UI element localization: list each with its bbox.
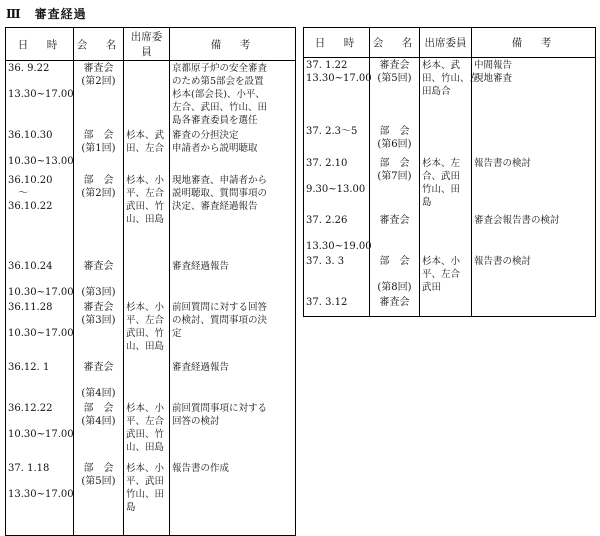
cell-line: 10.30~13.00 bbox=[8, 156, 74, 167]
cell-line: 現地審査 bbox=[474, 73, 513, 84]
header-meeting: 会 名 bbox=[74, 28, 124, 61]
table-row bbox=[6, 300, 296, 360]
header-date: 日 時 bbox=[6, 28, 74, 61]
date-cell bbox=[304, 156, 370, 213]
cell-line: (第2回) bbox=[81, 188, 116, 199]
date-cell bbox=[304, 58, 370, 124]
table-row bbox=[6, 360, 296, 401]
cell-line bbox=[8, 475, 71, 488]
cell-line: 報告書の検討 bbox=[474, 157, 532, 169]
attendees-cell bbox=[420, 124, 472, 156]
cell-line: 武田、竹 bbox=[126, 429, 165, 440]
cell-line: 回答の検討 bbox=[172, 416, 220, 427]
date-cell bbox=[6, 128, 74, 173]
cell-line bbox=[76, 374, 121, 387]
cell-line: 審査会 bbox=[83, 362, 114, 373]
date-cell bbox=[6, 300, 74, 360]
attendees-cell bbox=[124, 360, 170, 401]
meeting-cell bbox=[74, 259, 124, 300]
cell-line: 説明聴取、質問事項の bbox=[172, 188, 268, 199]
table-row bbox=[304, 124, 596, 156]
table-header-row bbox=[6, 28, 296, 61]
cell-line: 審査会 bbox=[379, 296, 410, 308]
cell-line: 島各審査委員を選任 bbox=[172, 115, 258, 126]
cell-line: 武田、竹 bbox=[126, 328, 165, 339]
meeting-cell bbox=[74, 61, 124, 129]
cell-line: 前回質問に対する回答 bbox=[172, 302, 268, 313]
table-row bbox=[304, 295, 596, 317]
cell-line: 37. 1.18 bbox=[8, 463, 50, 474]
date-cell bbox=[304, 213, 370, 254]
cell-line: 部 会 bbox=[379, 125, 410, 137]
remarks-cell bbox=[170, 300, 296, 360]
attendees-cell bbox=[420, 295, 472, 317]
remarks-cell bbox=[170, 461, 296, 535]
cell-line: 平、左合 bbox=[422, 268, 461, 280]
cell-line: 審査経過報告 bbox=[172, 261, 230, 272]
date-cell bbox=[304, 124, 370, 156]
meeting-cell bbox=[370, 295, 420, 317]
cell-line: 37. 3.12 bbox=[306, 296, 348, 308]
date-cell bbox=[6, 61, 74, 129]
cell-line: 決定、審査経過報告 bbox=[172, 201, 258, 212]
table-row bbox=[304, 254, 596, 295]
cell-line: 36.12.22 bbox=[8, 403, 53, 414]
meeting-cell bbox=[74, 401, 124, 461]
cell-line: 審査経過報告 bbox=[172, 362, 230, 373]
cell-line bbox=[8, 273, 71, 286]
attendees-cell bbox=[420, 254, 472, 295]
cell-line bbox=[306, 170, 367, 183]
table-row bbox=[6, 461, 296, 535]
meeting-cell bbox=[74, 173, 124, 259]
cell-line bbox=[306, 227, 367, 240]
cell-line: 部 会 bbox=[379, 255, 410, 267]
cell-line: 左合、武田、竹山、田 bbox=[172, 102, 268, 113]
cell-line: 合、武田 bbox=[422, 170, 461, 182]
cell-line: 杉本、小 bbox=[126, 463, 165, 474]
cell-line: 京都原子炉の安全審査 bbox=[172, 63, 268, 74]
cell-line: 審査会 bbox=[83, 302, 114, 313]
cell-line: 平、左合 bbox=[126, 315, 165, 326]
cell-line: 審査の分担決定 bbox=[172, 130, 239, 141]
cell-line bbox=[8, 374, 71, 387]
cell-line bbox=[8, 314, 71, 327]
cell-line bbox=[372, 268, 417, 281]
cell-line: 部 会 bbox=[83, 130, 114, 141]
section-heading: Ⅲ 審査経過 bbox=[6, 7, 87, 21]
attendees-cell bbox=[420, 58, 480, 124]
date-cell bbox=[6, 173, 74, 259]
remarks-cell bbox=[472, 58, 596, 124]
meeting-cell bbox=[74, 461, 124, 535]
remarks-cell bbox=[472, 124, 596, 156]
cell-line: 平、左合 bbox=[126, 416, 165, 427]
cell-line: 36. 9.22 bbox=[8, 63, 50, 74]
table-row bbox=[6, 259, 296, 300]
remarks-cell bbox=[170, 401, 296, 461]
cell-line: 報告書の作成 bbox=[172, 463, 230, 474]
remarks-cell bbox=[472, 295, 596, 317]
table-row bbox=[304, 213, 596, 254]
cell-line: 審査会 bbox=[379, 60, 410, 71]
cell-line: 部 会 bbox=[379, 157, 410, 169]
cell-line: (第8回) bbox=[377, 281, 412, 293]
cell-line: 13.30~17.00 bbox=[306, 73, 372, 84]
remarks-cell bbox=[170, 360, 296, 401]
cell-line: 36.10.24 bbox=[8, 261, 53, 272]
table-header-row bbox=[304, 28, 596, 58]
date-cell bbox=[304, 295, 370, 317]
cell-line: 現地審査、申請者から bbox=[172, 175, 268, 186]
cell-line: 13.30~19.00 bbox=[306, 240, 372, 252]
cell-line: 36.10.20 bbox=[8, 175, 53, 186]
cell-line: 審査会 bbox=[83, 63, 114, 74]
cell-line: 9.30~13.00 bbox=[306, 183, 366, 195]
remarks-cell bbox=[170, 128, 296, 173]
cell-line: 田島合 bbox=[422, 86, 451, 97]
cell-line: (第7回) bbox=[377, 170, 412, 182]
cell-line: (第5回) bbox=[377, 73, 412, 84]
cell-line: 前回質問事項に対する bbox=[172, 403, 268, 414]
header-date: 日 時 bbox=[304, 28, 370, 58]
attendees-cell bbox=[124, 128, 170, 173]
meeting-cell bbox=[370, 58, 420, 124]
cell-line: 武田、竹 bbox=[126, 201, 165, 212]
cell-line: 平、左合 bbox=[126, 188, 165, 199]
cell-line: 山、田島 bbox=[126, 442, 165, 453]
cell-line: 杉本、小 bbox=[126, 302, 165, 313]
remarks-cell bbox=[170, 173, 296, 259]
cell-line: 部 会 bbox=[83, 403, 114, 414]
attendees-cell bbox=[124, 259, 170, 300]
cell-line: 定 bbox=[172, 328, 182, 339]
table-row bbox=[6, 128, 296, 173]
cell-line: 武田 bbox=[422, 281, 442, 293]
cell-line: 36.12. 1 bbox=[8, 362, 50, 373]
cell-line: 審査会 bbox=[379, 214, 410, 226]
attendees-cell bbox=[124, 173, 170, 259]
cell-line: 〜 bbox=[8, 188, 28, 199]
meeting-cell bbox=[74, 128, 124, 173]
cell-line: 杉本、武 bbox=[126, 130, 165, 141]
meeting-cell bbox=[370, 213, 420, 254]
attendees-cell bbox=[420, 156, 472, 213]
cell-line: 報告書の検討 bbox=[474, 255, 532, 267]
header-attendees: 出席委員 bbox=[420, 28, 472, 58]
cell-line: 田、竹山、左 bbox=[422, 73, 480, 84]
date-cell bbox=[6, 259, 74, 300]
cell-line: 島 bbox=[126, 502, 136, 513]
meeting-cell bbox=[370, 254, 420, 295]
table-row bbox=[304, 58, 596, 124]
table-row bbox=[6, 61, 296, 129]
header-remarks: 備 考 bbox=[472, 28, 596, 58]
cell-line bbox=[76, 273, 121, 286]
cell-line: 審査会報告書の検討 bbox=[474, 214, 560, 226]
table-row bbox=[6, 173, 296, 259]
header-attendees: 出席委員 bbox=[124, 28, 170, 61]
cell-line: 37. 1.22 bbox=[306, 60, 348, 71]
cell-line: 36.11.28 bbox=[8, 302, 53, 313]
table-row bbox=[304, 156, 596, 213]
remarks-cell bbox=[170, 259, 296, 300]
cell-line: 山、田島 bbox=[126, 341, 165, 352]
cell-line: 37. 3. 3 bbox=[306, 255, 345, 267]
cell-line: 審査会 bbox=[83, 261, 114, 272]
cell-line: 田、左合 bbox=[126, 143, 165, 154]
remarks-cell bbox=[170, 61, 296, 129]
cell-line: 部 会 bbox=[83, 175, 114, 186]
cell-line: 37. 2.26 bbox=[306, 214, 348, 226]
schedule-table-right bbox=[303, 27, 596, 317]
cell-line: 杉本、小 bbox=[126, 403, 165, 414]
cell-line: 杉本(部会長)、小平、 bbox=[172, 89, 265, 100]
cell-line: (第6回) bbox=[377, 138, 412, 150]
date-cell bbox=[6, 461, 74, 535]
cell-line: 中間報告 bbox=[474, 60, 513, 71]
cell-line bbox=[8, 415, 71, 428]
remarks-cell bbox=[472, 254, 596, 295]
cell-line: (第3回) bbox=[81, 287, 116, 298]
attendees-cell bbox=[124, 61, 170, 129]
cell-line: 10.30~17.00 bbox=[8, 287, 74, 298]
cell-line: 36.10.30 bbox=[8, 130, 53, 141]
cell-line: 杉本、小 bbox=[422, 255, 461, 267]
schedule-table-left bbox=[5, 27, 296, 536]
cell-line: 13.30~17.00 bbox=[8, 89, 74, 100]
cell-line: (第4回) bbox=[81, 388, 116, 399]
cell-line: 竹山、田 bbox=[126, 489, 165, 500]
cell-line: 山、田島 bbox=[126, 214, 165, 225]
meeting-cell bbox=[370, 156, 420, 213]
meeting-cell bbox=[370, 124, 420, 156]
cell-line: 13.30~17.00 bbox=[8, 489, 74, 500]
cell-line: のため第5部会を設置 bbox=[172, 76, 264, 87]
cell-line: (第3回) bbox=[81, 315, 116, 326]
date-cell bbox=[6, 360, 74, 401]
meeting-cell bbox=[74, 360, 124, 401]
cell-line: 竹山、田 bbox=[422, 183, 461, 195]
header-remarks: 備 考 bbox=[170, 28, 296, 61]
cell-line: 申請者から説明聴取 bbox=[172, 143, 258, 154]
cell-line: 平、武田 bbox=[126, 476, 165, 487]
cell-line: (第5回) bbox=[81, 476, 116, 487]
cell-line: 10.30~17.00 bbox=[8, 429, 74, 440]
cell-line: (第4回) bbox=[81, 416, 116, 427]
cell-line: 杉本、小 bbox=[126, 175, 165, 186]
cell-line: 10.30~17.00 bbox=[8, 328, 74, 339]
date-cell bbox=[6, 401, 74, 461]
cell-line: 杉本、左 bbox=[422, 157, 461, 169]
cell-line bbox=[8, 387, 71, 400]
cell-line bbox=[8, 75, 71, 88]
cell-line: 36.10.22 bbox=[8, 201, 53, 212]
cell-line: 部 会 bbox=[83, 463, 114, 474]
date-cell bbox=[304, 254, 370, 295]
cell-line bbox=[8, 142, 71, 155]
attendees-cell bbox=[420, 213, 472, 254]
meeting-cell bbox=[74, 300, 124, 360]
cell-line: (第1回) bbox=[81, 143, 116, 154]
attendees-cell bbox=[124, 300, 170, 360]
cell-line: (第2回) bbox=[81, 76, 116, 87]
table-row bbox=[6, 401, 296, 461]
attendees-cell bbox=[124, 461, 170, 535]
cell-line: 37. 2.10 bbox=[306, 157, 348, 169]
header-meeting: 会 名 bbox=[370, 28, 420, 58]
cell-line: 杉本、武 bbox=[422, 60, 461, 71]
cell-line: 島 bbox=[422, 196, 432, 208]
remarks-cell bbox=[472, 156, 596, 213]
cell-line: の検討、質問事項の決 bbox=[172, 315, 268, 326]
cell-line: 37. 2.3〜5 bbox=[306, 125, 358, 137]
remarks-cell bbox=[472, 213, 596, 254]
attendees-cell bbox=[124, 401, 170, 461]
